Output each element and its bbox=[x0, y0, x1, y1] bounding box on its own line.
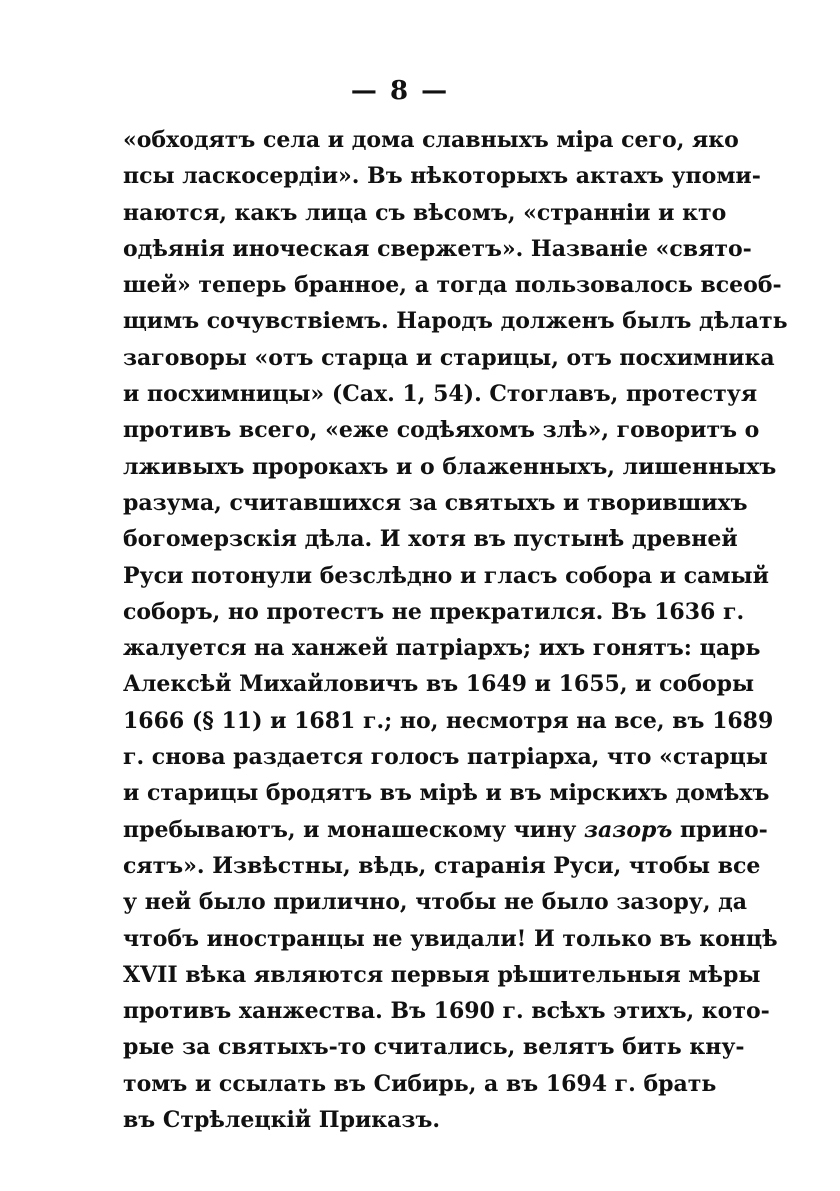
text-line: у ней было прилично, чтобы не было зазору, да bbox=[123, 889, 748, 916]
text-line: заговоры «отъ старца и старицы, отъ посхимника bbox=[123, 344, 775, 371]
text-line: въ Стрѣлецкій Приказъ. bbox=[123, 1107, 440, 1134]
text-line: рые за святыхъ-то считались, велятъ бить кну- bbox=[123, 1034, 745, 1061]
text-line: противъ ханжества. Въ 1690 г. всѣхъ этихъ, кото- bbox=[123, 998, 770, 1025]
text-line: щимъ сочувствіемъ. Народъ долженъ былъ дѣлать bbox=[123, 308, 788, 335]
text-line: чтобъ иностранцы не увидали! И только въ концѣ bbox=[123, 925, 778, 952]
text-segment: пребываютъ, и монашескому чину bbox=[123, 816, 577, 843]
text-line: богомерзскія дѣла. И хотя въ пустынѣ древней bbox=[123, 526, 738, 553]
text-line: томъ и ссылать въ Сибирь, а въ 1694 г. брать bbox=[123, 1070, 717, 1097]
italic-word: зазоръ bbox=[583, 816, 673, 843]
text-line: псы ласкосердіи». Въ нѣкоторыхъ актахъ упоми- bbox=[123, 163, 761, 190]
text-line: 1666 (§ 11) и 1681 г.; но, несмотря на все, въ 1689 bbox=[123, 707, 774, 734]
text-line: г. снова раздается голосъ патріарха, что «старцы bbox=[123, 744, 768, 771]
text-line: шей» теперь бранное, а тогда пользовалось всеоб- bbox=[123, 272, 782, 299]
page-number: — 8 — bbox=[350, 76, 450, 106]
text-line: XVII вѣка являются первыя рѣшительныя мѣры bbox=[123, 961, 761, 988]
text-line: Руси потонули безслѣдно и гласъ собора и самый bbox=[123, 562, 769, 589]
text-line: наются, какъ лица съ вѣсомъ, «странніи и кто bbox=[123, 199, 727, 226]
text-line: и посхимницы» (Сах. 1, 54). Стоглавъ, протестуя bbox=[123, 381, 758, 408]
text-line: разума, считавшихся за святыхъ и творившихъ bbox=[123, 489, 748, 516]
text-line: Алексѣй Михайловичъ въ 1649 и 1655, и соборы bbox=[123, 671, 755, 698]
body-text bbox=[123, 122, 788, 1138]
text-line: соборъ, но протестъ не прекратился. Въ 1636 г. bbox=[123, 598, 745, 625]
text-segment: прино- bbox=[680, 816, 768, 843]
text-line: жалуется на ханжей патріархъ; ихъ гонятъ: царь bbox=[123, 635, 761, 662]
text-line-with-italic bbox=[123, 812, 768, 848]
text-line: одѣянія иноческая свержетъ». Названіе «свято- bbox=[123, 235, 752, 262]
text-line: и старицы бродятъ въ мірѣ и въ мірскихъ домѣхъ bbox=[123, 780, 770, 807]
text-line: «обходятъ села и дома славныхъ міра сего, яко bbox=[123, 127, 739, 153]
text-line: лживыхъ пророкахъ и о блаженныхъ, лишенныхъ bbox=[123, 453, 777, 480]
text-line: сятъ». Извѣстны, вѣдь, старанія Руси, чтобы все bbox=[123, 852, 761, 879]
text-line: противъ всего, «еже содѣяхомъ злѣ», говоритъ о bbox=[123, 417, 760, 444]
